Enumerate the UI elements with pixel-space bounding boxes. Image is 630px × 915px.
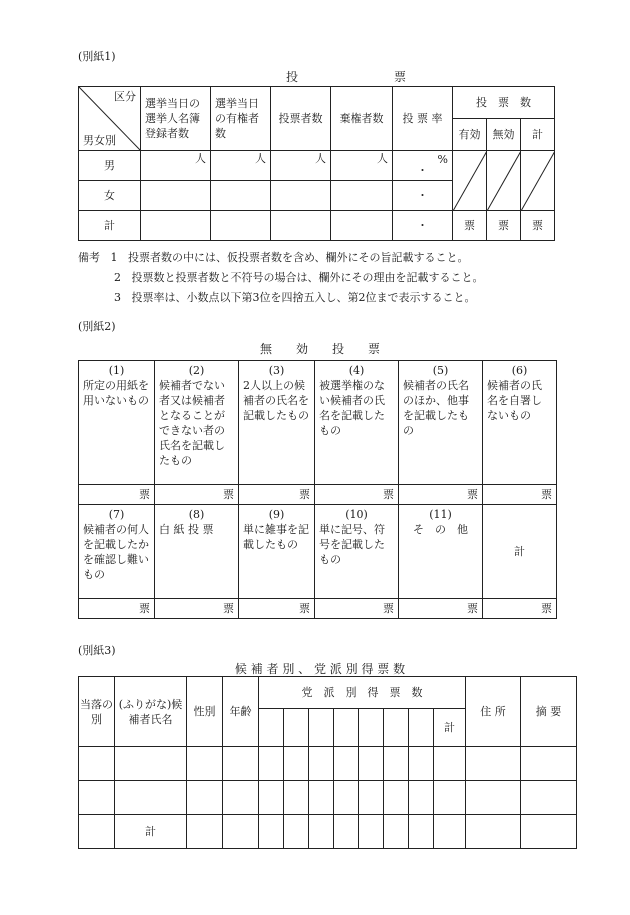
party-col bbox=[384, 709, 409, 747]
item-num: (2) bbox=[188, 364, 205, 377]
item-text: 白 紙 投 票 bbox=[159, 523, 214, 536]
header-vote-total: 計 bbox=[521, 119, 555, 151]
item-num: (5) bbox=[432, 364, 449, 377]
unit-person: 人 bbox=[271, 151, 331, 181]
note-num: 3 bbox=[114, 291, 121, 304]
empty-cell bbox=[141, 181, 211, 211]
empty-cell bbox=[271, 211, 331, 241]
unit-vote: 票 bbox=[315, 599, 399, 619]
unit-vote: 票 bbox=[483, 599, 557, 619]
slashed-cell bbox=[521, 151, 555, 211]
party-col bbox=[409, 709, 434, 747]
note-text: 投票率は、小数点以下第3位を四捨五入し、第2位まで表示すること。 bbox=[131, 291, 476, 304]
sheet3-table bbox=[78, 676, 577, 849]
unit-percent: % bbox=[437, 153, 448, 166]
row-label-female: 女 bbox=[79, 181, 141, 211]
party-col bbox=[284, 709, 309, 747]
invalid-item-6 bbox=[483, 361, 557, 485]
unit-person: 人 bbox=[211, 151, 271, 181]
unit-vote: 票 bbox=[483, 485, 557, 505]
sheet1-title: 投 票 bbox=[285, 70, 406, 84]
note-text: 投票者数の中には、仮投票者数を含め、欄外にその旨記載すること。 bbox=[128, 251, 469, 264]
empty-cell bbox=[331, 181, 393, 211]
table-row bbox=[79, 747, 577, 781]
header-turnout: 投 票 率 bbox=[393, 87, 453, 151]
header-voters: 投票者数 bbox=[271, 87, 331, 151]
item-text: 単に雑事を記載したもの bbox=[243, 523, 309, 551]
slash-line bbox=[521, 151, 555, 211]
item-num: (6) bbox=[511, 364, 528, 377]
party-col bbox=[334, 709, 359, 747]
sheet2-table bbox=[78, 360, 557, 619]
sheet3-label: (別紙3) bbox=[78, 644, 116, 657]
decimal-dot: ・ bbox=[393, 181, 453, 211]
item-text: そ の 他 bbox=[413, 523, 468, 536]
item-num: (4) bbox=[348, 364, 365, 377]
header-vote-count: 投 票 数 bbox=[453, 87, 555, 119]
slash-line bbox=[453, 151, 487, 211]
invalid-item-3 bbox=[239, 361, 315, 485]
notes-block bbox=[78, 248, 558, 308]
empty-cell bbox=[271, 181, 331, 211]
header-result: 当落の別 bbox=[79, 677, 115, 747]
unit-row bbox=[79, 599, 557, 619]
sheet1-label: (別紙1) bbox=[78, 50, 116, 63]
note-num: 2 bbox=[114, 271, 121, 284]
row-label-male: 男 bbox=[79, 151, 141, 181]
header-candidate: (ふりがな)候補者氏名 bbox=[115, 677, 187, 747]
unit-vote: 票 bbox=[239, 599, 315, 619]
header-summary: 摘 要 bbox=[521, 677, 577, 747]
unit-person: 人 bbox=[331, 151, 393, 181]
item-num: (9) bbox=[268, 508, 285, 521]
invalid-item-10 bbox=[315, 505, 399, 599]
turnout-cell bbox=[393, 151, 453, 181]
invalid-item-4 bbox=[315, 361, 399, 485]
party-col bbox=[359, 709, 384, 747]
item-text: 被選挙権のない候補者の氏名を記載したもの bbox=[319, 379, 385, 437]
header-abstainers: 棄権者数 bbox=[331, 87, 393, 151]
sheet2-title: 無 効 投 票 bbox=[259, 342, 380, 356]
party-col bbox=[309, 709, 334, 747]
note-item bbox=[78, 248, 558, 268]
header-age: 年齢 bbox=[223, 677, 259, 747]
item-text: 候補者の氏名を自署しないもの bbox=[487, 379, 542, 422]
decimal-dot: ・ bbox=[417, 164, 428, 177]
item-num: (3) bbox=[268, 364, 285, 377]
row-label-total: 計 bbox=[79, 211, 141, 241]
unit-vote: 票 bbox=[155, 485, 239, 505]
unit-vote: 票 bbox=[399, 485, 483, 505]
notes-prefix: 備考 bbox=[78, 251, 100, 264]
empty-cell bbox=[211, 181, 271, 211]
item-num: (10) bbox=[345, 508, 368, 521]
header-address: 住 所 bbox=[466, 677, 521, 747]
unit-row bbox=[79, 485, 557, 505]
item-text: 候補者の何人を記載したかを確認し難いもの bbox=[83, 523, 149, 581]
header-registered: 選挙当日の選挙人名簿登録者数 bbox=[141, 87, 211, 151]
table-row-male bbox=[79, 151, 555, 181]
unit-vote: 票 bbox=[155, 599, 239, 619]
table-row-total bbox=[79, 211, 555, 241]
item-num: (7) bbox=[108, 508, 125, 521]
item-text: 候補者の氏名のほか、他事を記載したもの bbox=[403, 379, 469, 437]
note-item bbox=[78, 268, 558, 288]
item-text: 単に記号、符号を記載したもの bbox=[319, 523, 385, 566]
unit-vote: 票 bbox=[453, 211, 487, 241]
party-total-header: 計 bbox=[434, 709, 466, 747]
invalid-item-8 bbox=[155, 505, 239, 599]
item-num: (8) bbox=[188, 508, 205, 521]
candidate-total: 計 bbox=[115, 815, 187, 849]
decimal-dot: ・ bbox=[393, 211, 453, 241]
item-text: 候補者でない者又は候補者となることができない者の氏名を記載したもの bbox=[159, 379, 225, 467]
party-col bbox=[259, 709, 284, 747]
empty-cell bbox=[141, 211, 211, 241]
unit-person: 人 bbox=[141, 151, 211, 181]
unit-vote: 票 bbox=[79, 485, 155, 505]
item-num: (1) bbox=[108, 364, 125, 377]
header-party-votes: 党 派 別 得 票 数 bbox=[259, 677, 466, 709]
slashed-cell bbox=[453, 151, 487, 211]
empty-cell bbox=[211, 211, 271, 241]
invalid-item-7 bbox=[79, 505, 155, 599]
invalid-total: 計 bbox=[483, 505, 557, 599]
sheet3-title: 候 補 者 別 、 党 派 別 得 票 数 bbox=[234, 662, 406, 676]
invalid-item-9 bbox=[239, 505, 315, 599]
empty-cell bbox=[331, 211, 393, 241]
note-item bbox=[78, 288, 558, 308]
invalid-item-11 bbox=[399, 505, 483, 599]
item-text: 所定の用紙を用いないもの bbox=[83, 379, 149, 407]
unit-vote: 票 bbox=[239, 485, 315, 505]
header-valid: 有効 bbox=[453, 119, 487, 151]
invalid-item-2 bbox=[155, 361, 239, 485]
item-text: 2人以上の候補者の氏名を記載したもの bbox=[243, 379, 309, 422]
corner-bottom-label: 男女別 bbox=[83, 134, 116, 147]
note-num: 1 bbox=[110, 251, 118, 264]
unit-vote: 票 bbox=[399, 599, 483, 619]
slash-line bbox=[487, 151, 521, 211]
unit-vote: 票 bbox=[521, 211, 555, 241]
sheet2-label: (別紙2) bbox=[78, 320, 116, 333]
slashed-cell bbox=[487, 151, 521, 211]
invalid-item-5 bbox=[399, 361, 483, 485]
unit-vote: 票 bbox=[315, 485, 399, 505]
corner-top-label: 区分 bbox=[114, 90, 136, 103]
item-num: (11) bbox=[429, 508, 452, 521]
table-row bbox=[79, 781, 577, 815]
invalid-item-1 bbox=[79, 361, 155, 485]
note-text: 投票数と投票者数と不符号の場合は、欄外にその理由を記載すること。 bbox=[131, 271, 484, 284]
header-invalid: 無効 bbox=[487, 119, 521, 151]
header-eligible: 選挙当日の有権者数 bbox=[211, 87, 271, 151]
unit-vote: 票 bbox=[487, 211, 521, 241]
header-sex: 性別 bbox=[187, 677, 223, 747]
table-row-total bbox=[79, 815, 577, 849]
corner-header bbox=[79, 87, 141, 151]
unit-vote: 票 bbox=[79, 599, 155, 619]
sheet1-table bbox=[78, 86, 555, 241]
